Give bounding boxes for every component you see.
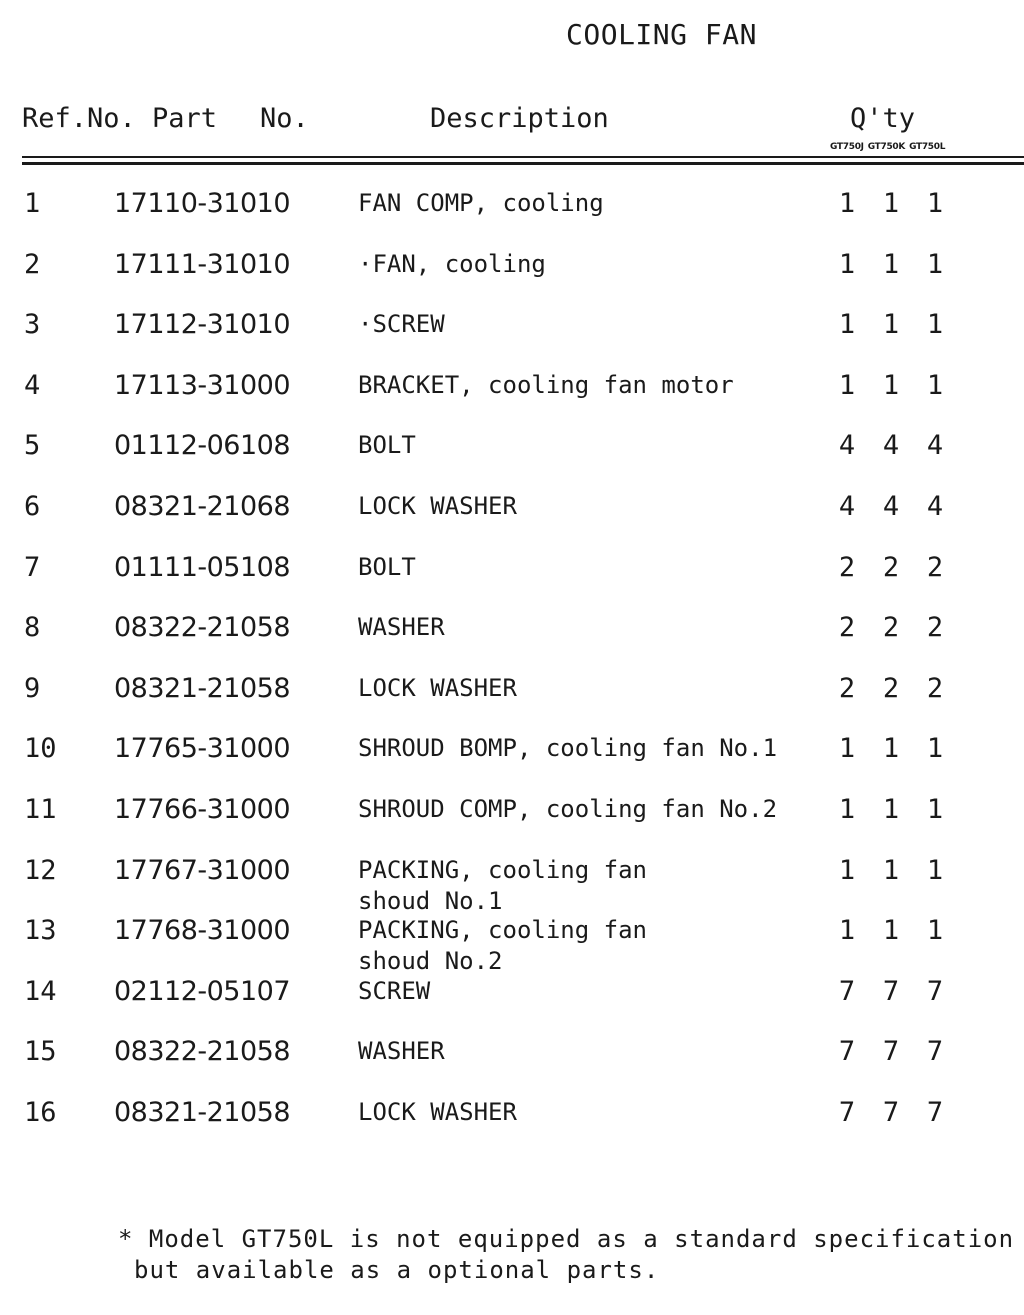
qty-gt750k-cell: 1 [882, 309, 900, 341]
qty-gt750l-cell: 1 [926, 854, 944, 886]
qty-gt750k-cell: 1 [882, 188, 900, 219]
description-cell [358, 915, 647, 977]
qty-gt750l-cell: 2 [926, 551, 944, 583]
qty-gt750j-cell: 1 [838, 309, 856, 341]
table-row [0, 309, 1024, 369]
qty-gt750k-cell: 4 [882, 491, 900, 522]
qty-gt750k-cell: 1 [882, 854, 900, 886]
qty-gt750l-cell: 7 [926, 1097, 944, 1128]
header-part: Part [152, 103, 218, 134]
qty-gt750l-cell: 2 [926, 612, 944, 644]
ref-no-cell: 5 [24, 430, 41, 462]
part-no-cell: 08321-21058 [114, 672, 291, 704]
ref-no-cell: 2 [24, 248, 41, 280]
description-cell: LOCK WASHER [358, 492, 517, 520]
ref-no-cell: 12 [24, 854, 57, 886]
qty-gt750j-cell: 1 [838, 794, 856, 825]
ref-no-cell: 15 [24, 1036, 57, 1068]
qty-gt750l-cell: 2 [926, 672, 944, 704]
ref-no-cell: 1 [24, 188, 41, 219]
part-no-cell: 17111-31010 [114, 248, 291, 280]
part-no-cell: 17113-31000 [114, 369, 291, 401]
part-no-cell: 02112-05107 [114, 975, 291, 1007]
qty-gt750k-cell: 1 [882, 248, 900, 280]
part-no-cell: 01111-05108 [114, 551, 291, 583]
header-models [830, 142, 949, 152]
model-gt750l: GT750L [909, 142, 946, 152]
qty-gt750j-cell: 1 [838, 733, 856, 765]
ref-no-cell: 3 [24, 309, 41, 341]
ref-no-cell: 7 [24, 551, 41, 583]
qty-gt750j-cell: 4 [838, 430, 856, 462]
qty-gt750k-cell: 1 [882, 794, 900, 825]
qty-gt750l-cell: 1 [926, 188, 944, 219]
qty-gt750j-cell: 2 [838, 551, 856, 583]
header-quantity: Q'ty [850, 103, 916, 134]
description-cell: BOLT [358, 431, 416, 460]
description-cell: FAN COMP, cooling [358, 189, 604, 217]
qty-gt750l-cell: 4 [926, 491, 944, 522]
description-cell: WASHER [358, 1037, 445, 1066]
part-no-cell: 17112-31010 [114, 309, 291, 341]
page-title: COOLING FAN [566, 18, 757, 51]
footnote-line-2: but available as a optional parts. [134, 1256, 660, 1284]
qty-gt750j-cell: 4 [838, 491, 856, 522]
description-cell: LOCK WASHER [358, 1098, 517, 1126]
part-no-cell: 08321-21068 [114, 491, 291, 522]
header-rule-bottom [22, 162, 1024, 165]
table-row [0, 188, 1024, 248]
table-row [0, 1036, 1024, 1096]
description-cell: BOLT [358, 552, 416, 581]
description-cell: SHROUD COMP, cooling fan No.2 [358, 795, 778, 823]
ref-no-cell: 9 [24, 672, 41, 704]
qty-gt750l-cell: 1 [926, 733, 944, 765]
part-no-cell: 08322-21058 [114, 612, 291, 644]
part-no-cell: 08321-21058 [114, 1097, 291, 1128]
ref-no-cell: 6 [24, 491, 41, 522]
qty-gt750l-cell: 4 [926, 430, 944, 462]
table-row [0, 491, 1024, 551]
qty-gt750k-cell: 7 [882, 1097, 900, 1128]
ref-no-cell: 13 [24, 915, 57, 947]
qty-gt750k-cell: 2 [882, 612, 900, 644]
table-row [0, 612, 1024, 672]
table-row [0, 673, 1024, 733]
ref-no-cell: 11 [24, 794, 57, 825]
table-row [0, 855, 1024, 915]
qty-gt750j-cell: 7 [838, 975, 856, 1007]
table-row [0, 552, 1024, 612]
qty-gt750j-cell: 1 [838, 248, 856, 280]
part-no-cell: 17110-31010 [114, 188, 291, 219]
qty-gt750k-cell: 1 [882, 733, 900, 765]
table-row [0, 249, 1024, 309]
header-description: Description [430, 103, 609, 134]
qty-gt750l-cell: 1 [926, 915, 944, 947]
qty-gt750j-cell: 2 [838, 672, 856, 704]
qty-gt750l-cell: 1 [926, 369, 944, 401]
table-row [0, 430, 1024, 490]
table-row [0, 915, 1024, 975]
qty-gt750l-cell: 1 [926, 794, 944, 825]
table-row [0, 370, 1024, 430]
table-row [0, 733, 1024, 793]
qty-gt750j-cell: 1 [838, 854, 856, 886]
part-no-cell: 17766-31000 [114, 794, 291, 825]
header-rule-top [22, 156, 1024, 158]
description-line-2: shoud No.2 [358, 947, 503, 976]
table-row [0, 976, 1024, 1036]
header-no: No. [260, 103, 309, 134]
description-cell: SCREW [358, 976, 431, 1005]
model-gt750k: GT750K [867, 142, 906, 152]
description-cell: BRACKET, cooling fan motor [358, 370, 734, 399]
part-no-cell: 01112-06108 [114, 430, 291, 462]
qty-gt750k-cell: 7 [882, 975, 900, 1007]
qty-gt750j-cell: 1 [838, 915, 856, 947]
qty-gt750k-cell: 2 [882, 672, 900, 704]
qty-gt750k-cell: 7 [882, 1036, 900, 1068]
part-no-cell: 17765-31000 [114, 733, 291, 765]
footnote-line-1: * Model GT750L is not equipped as a standard specification [118, 1225, 1015, 1253]
header-ref-no: Ref.No. [22, 103, 136, 134]
description-cell: ·SCREW [358, 310, 445, 339]
qty-gt750l-cell: 7 [926, 975, 944, 1007]
description-cell: LOCK WASHER [358, 673, 517, 702]
qty-gt750j-cell: 1 [838, 369, 856, 401]
qty-gt750k-cell: 1 [882, 369, 900, 401]
qty-gt750k-cell: 4 [882, 430, 900, 462]
qty-gt750j-cell: 2 [838, 612, 856, 644]
part-no-cell: 17767-31000 [114, 854, 291, 886]
ref-no-cell: 8 [24, 612, 41, 644]
description-cell: ·FAN, cooling [358, 249, 546, 278]
footnote [118, 1224, 1014, 1286]
description-cell: WASHER [358, 613, 445, 642]
qty-gt750j-cell: 1 [838, 188, 856, 219]
description-line-1: PACKING, cooling fan [358, 916, 647, 945]
part-no-cell: 17768-31000 [114, 915, 291, 947]
description-cell [358, 855, 647, 917]
model-gt750j: GT750J [830, 142, 864, 152]
qty-gt750k-cell: 2 [882, 551, 900, 583]
description-line-1: PACKING, cooling fan [358, 855, 647, 884]
qty-gt750l-cell: 1 [926, 248, 944, 280]
qty-gt750l-cell: 1 [926, 309, 944, 341]
qty-gt750k-cell: 1 [882, 915, 900, 947]
table-row [0, 1097, 1024, 1157]
ref-no-cell: 16 [24, 1097, 57, 1128]
description-cell: SHROUD BOMP, cooling fan No.1 [358, 734, 778, 763]
ref-no-cell: 10 [24, 733, 57, 765]
ref-no-cell: 4 [24, 369, 41, 401]
part-no-cell: 08322-21058 [114, 1036, 291, 1068]
qty-gt750j-cell: 7 [838, 1097, 856, 1128]
qty-gt750l-cell: 7 [926, 1036, 944, 1068]
description-line-2: shoud No.1 [358, 886, 503, 915]
ref-no-cell: 14 [24, 975, 57, 1007]
qty-gt750j-cell: 7 [838, 1036, 856, 1068]
table-row [0, 794, 1024, 854]
